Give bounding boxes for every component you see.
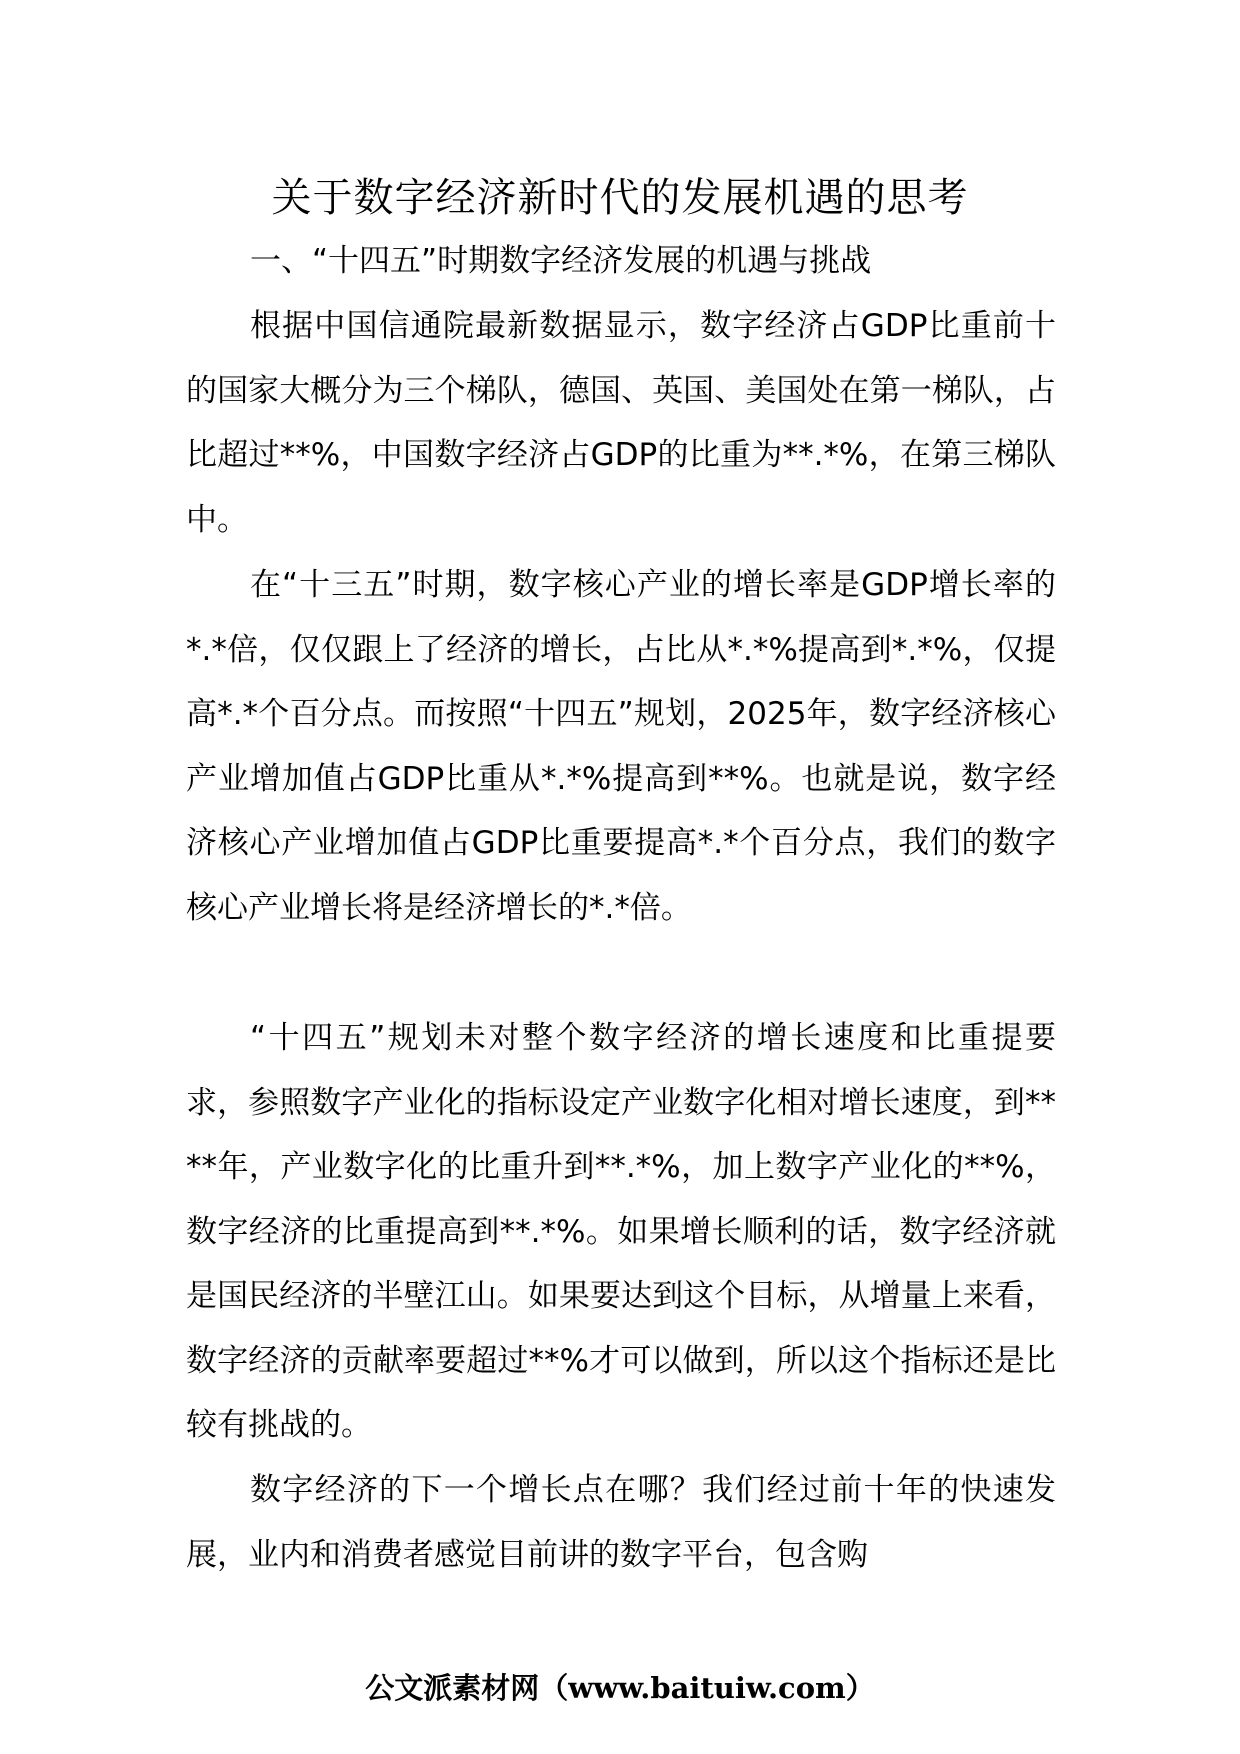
body-paragraph-2: 在“十三五”时期，数字核心产业的增长率是GDP增长率的*.*倍，仅仅跟上了经济的增长，占比从*.*%提高到*.*%，仅提高*.*个百分点。而按照“十四五”规划，2025年，数字经济核心产业增加值占GDP比重从*.*%提高到**%。也就是说，数字经济核心产业增加值占GDP比重要提高*.*个百分点，我们的数字核心产业增长将是经济增长的*.*倍。 [186,567,1056,926]
body-paragraph-4: 数字经济的下一个增长点在哪？我们经过前十年的快速发展，业内和消费者感觉目前讲的数字平台，包含购 [186,1472,1056,1573]
footer-watermark-text: 公文派素材网（www.baituiw.com） [365,1671,875,1705]
document-title: 关于数字经济新时代的发展机遇的思考 [271,175,969,221]
section-heading: 一、“十四五”时期数字经济发展的机遇与挑战 [250,243,872,279]
body-paragraph-1: 根据中国信通院最新数据显示，数字经济占GDP比重前十的国家大概分为三个梯队，德国、英国、美国处在第一梯队，占比超过**%，中国数字经济占GDP的比重为**.*%，在第三梯队中。 [186,308,1056,538]
body-paragraph-3: “十四五”规划未对整个数字经济的增长速度和比重提要求，参照数字产业化的指标设定产业数字化相对增长速度，到****年，产业数字化的比重升到**.*%，加上数字产业化的**%，数字经济的比重提高到**.*%。如果增长顺利的话，数字经济就是国民经济的半壁江山。如果要达到这个目标，从增量上来看，数字经济的贡献率要超过**%才可以做到，所以这个指标还是比较有挑战的。 [186,1020,1056,1443]
